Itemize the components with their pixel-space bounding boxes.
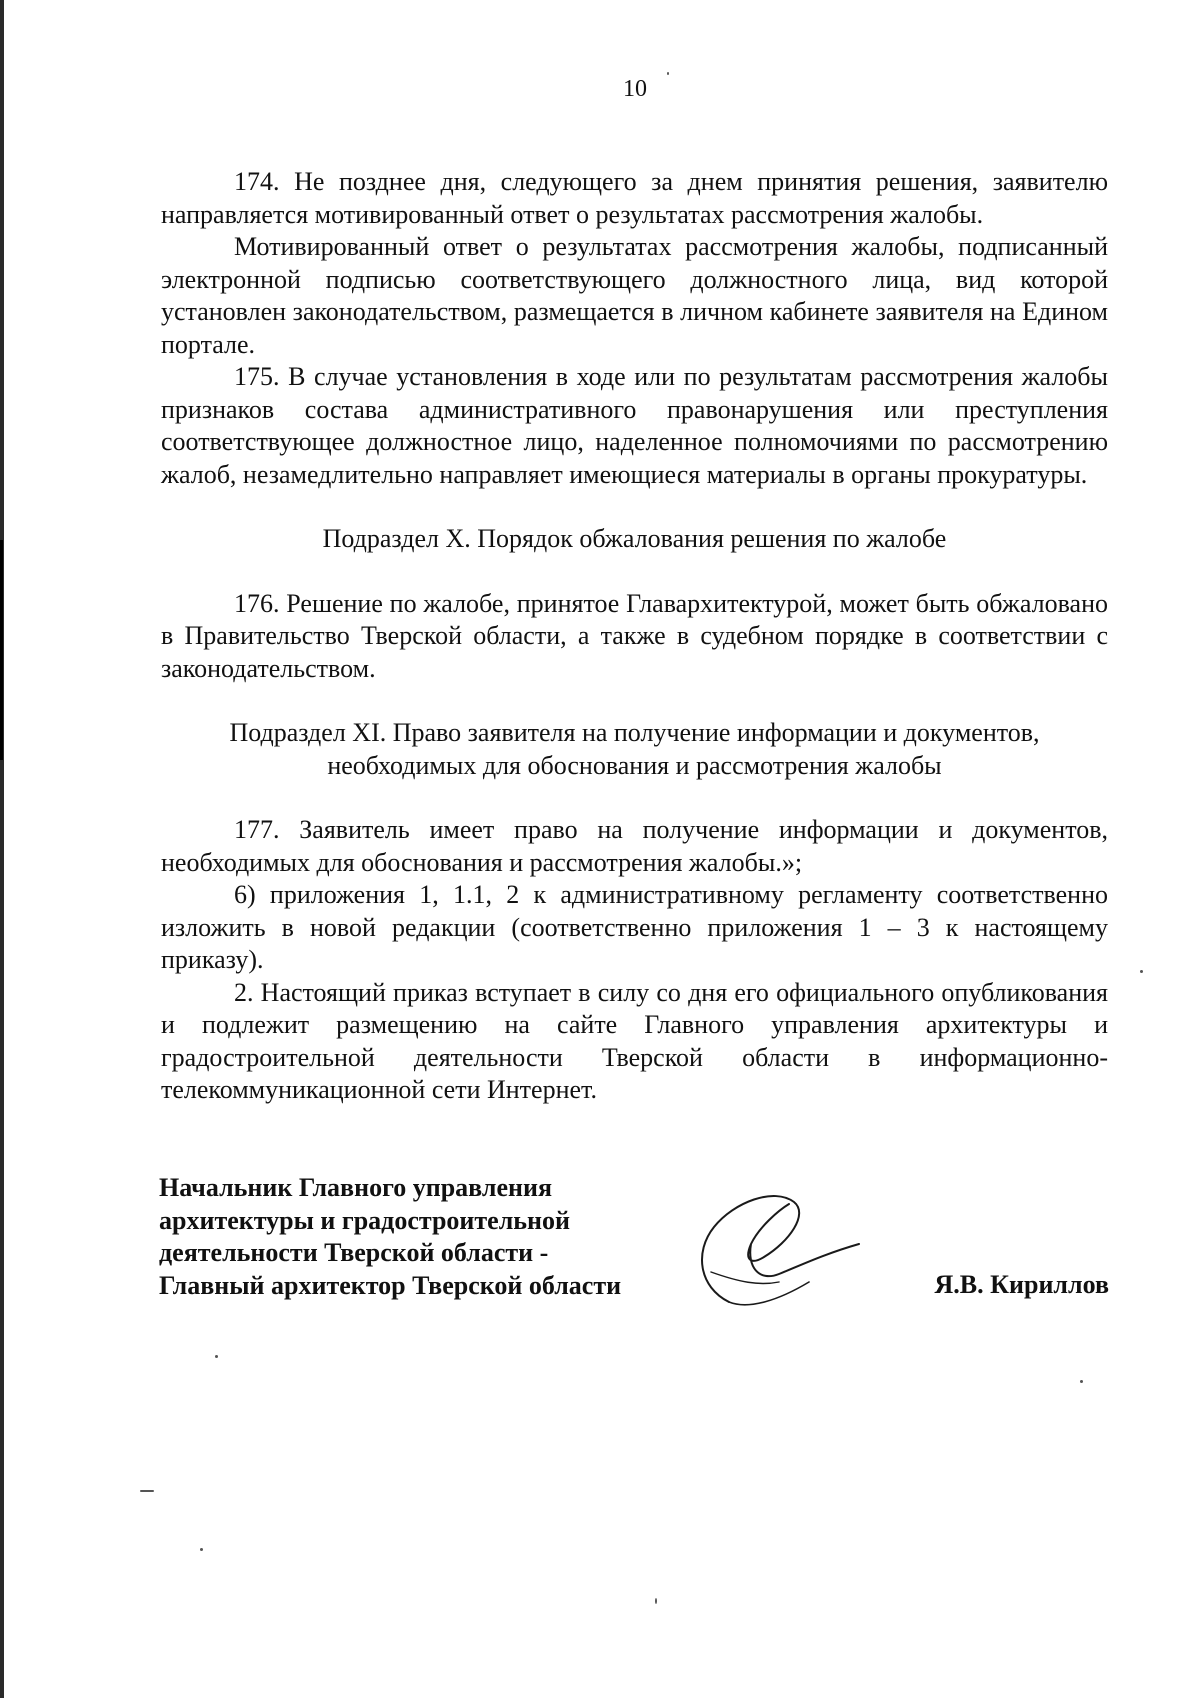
scan-speck xyxy=(200,1548,203,1551)
section-heading-xi-line-1: Подраздел XI. Право заявителя на получение информации и документов, xyxy=(229,718,1040,747)
section-heading-xi-line-2: необходимых для обоснования и рассмотрения жалобы xyxy=(327,750,942,780)
paragraph-176: 176. Решение по жалобе, принятое Главархитектурой, может быть обжаловано в Правительство Тверской области, а также в судебном порядке в соответствии с законодательством. xyxy=(161,588,1108,683)
signature-block xyxy=(159,1172,1109,1322)
scan-speck xyxy=(667,72,669,75)
spacer xyxy=(161,491,1108,523)
spacer xyxy=(161,556,1108,588)
page-number: 10 xyxy=(623,76,647,102)
scan-edge-mark xyxy=(0,540,3,760)
paragraph-2-effective: 2. Настоящий приказ вступает в силу со дня его официального опубликования и подлежит размещению на сайте Главного управления архитектуры и градостроительной деятельности Тверской области в информационно-телекоммуникационной сети Интернет. xyxy=(161,977,1108,1104)
signatory-title-line: деятельности Тверской области - xyxy=(159,1238,549,1267)
scan-speck xyxy=(140,1490,154,1492)
signatory-title-line: архитектуры и градостроительной xyxy=(159,1205,570,1235)
handwritten-signature-icon xyxy=(689,1182,869,1322)
paragraph-6-appendices: 6) приложения 1, 1.1, 2 к административному регламенту соответственно изложить в новой редакции (соответственно приложения 1 – 3 к настоящему приказу). xyxy=(161,880,1108,974)
paragraph-175: 175. В случае установления в ходе или по результатам рассмотрения жалобы признаков состава административного правонарушения или преступления соответствующее должностное лицо, наделенное полномочиями по рассмотрению жалоб, незамедлительно направляет имеющиеся материалы в органы прокуратуры. xyxy=(161,362,1108,489)
spacer xyxy=(161,782,1108,814)
signatory-title xyxy=(159,1172,621,1302)
scan-speck xyxy=(215,1355,218,1358)
scan-speck xyxy=(655,1598,657,1604)
signatory-title-line: Начальник Главного управления xyxy=(159,1173,553,1202)
paragraph-174-response: Мотивированный ответ о результатах рассмотрения жалобы, подписанный электронной подписью соответствующего должностного лица, вид которой установлен законодательством, размещается в личном кабинете заявителя на Едином портале. xyxy=(161,232,1108,359)
section-heading-x: Подраздел X. Порядок обжалования решения по жалобе xyxy=(322,524,947,553)
scan-speck xyxy=(1080,1380,1083,1383)
document-body xyxy=(161,166,1108,1107)
paragraph-177: 177. Заявитель имеет право на получение информации и документов, необходимых для обоснования и рассмотрения жалобы.»; xyxy=(161,815,1108,877)
signatory-title-line: Главный архитектор Тверской области xyxy=(159,1270,622,1300)
spacer xyxy=(161,685,1108,717)
scan-left-edge xyxy=(0,0,4,1698)
paragraph-174: 174. Не позднее дня, следующего за днем принятия решения, заявителю направляется мотивированный ответ о результатах рассмотрения жалобы. xyxy=(161,167,1108,229)
scan-speck xyxy=(1140,970,1143,973)
signatory-name: Я.В. Кириллов xyxy=(934,1270,1109,1299)
